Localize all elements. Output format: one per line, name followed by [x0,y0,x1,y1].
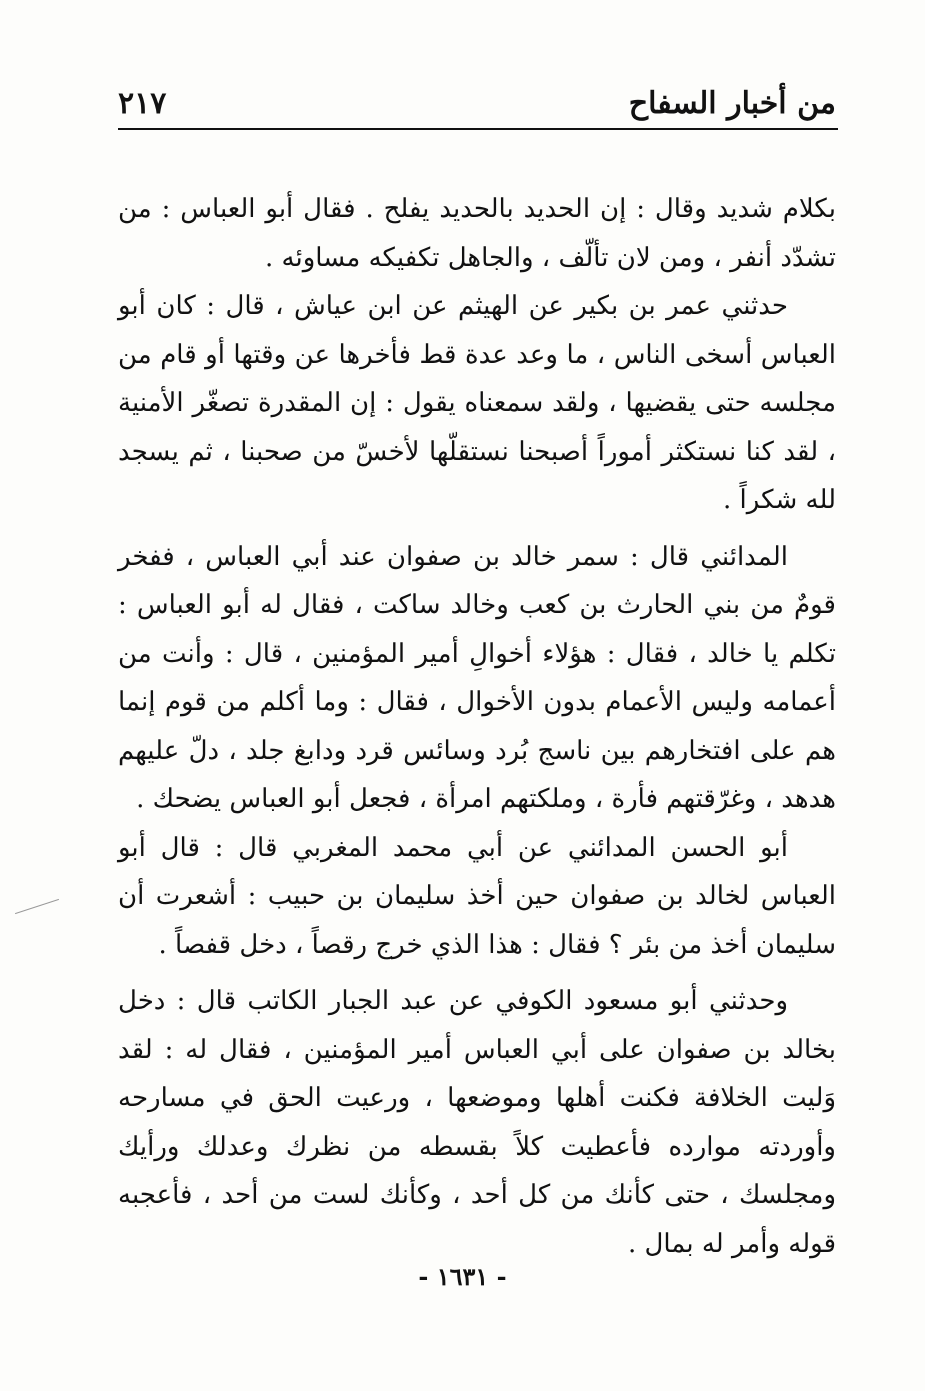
paragraph-5: وحدثني أبو مسعود الكوفي عن عبد الجبار الكاتب قال : دخل بخالد بن صفوان على أبي العباس أمير المؤمنين ، فقال له : لقد وَليت الخلافة فكنت أهلها وموضعها ، ورعيت الحق في مسارحه وأوردته موارده فأعطيت كلاً بقسطه من نظرك وعدلك ورأيك ومجلسك ، حتى كأنك من كل أحد ، وكأنك لست من أحد ، فأعجبه قوله وأمر له بمال . [118,986,836,1259]
paragraph-4: أبو الحسن المدائني عن أبي محمد المغربي قال : قال أبو العباس لخالد بن صفوان حين أخذ سليمان بن حبيب : أشعرت أن سليمان أخذ من بئر ؟ فقال : هذا الذي خرج رقصاً ، دخل قفصاً . [118,832,836,960]
header-rule [118,128,838,130]
page-number-bottom: - ١٦٣١ - [418,1262,507,1291]
paragraph-1: بكلام شديد وقال : إن الحديد بالحديد يفلح . فقال أبو العباس : من تشدّد أنفر ، ومن لان تألّف ، والجاهل تكفيكه مساوئه . [118,194,836,273]
margin-mark [15,899,59,914]
body-text [118,185,836,1268]
paragraph-3: المدائني قال : سمر خالد بن صفوان عند أبي العباس ، ففخر قومٌ من بني الحارث بن كعب وخالد ساكت ، فقال له أبو العباس : تكلم يا خالد ، فقال : هؤلاء أخوالِ أمير المؤمنين ، قال : وأنت من أعمامه وليس الأعمام بدون الأخوال ، فقال : وما أكلم من قوم إنما هم على افتخارهم بين ناسج بُرد وسائس قرد ودابغ جلد ، دلّ عليهم هدهد ، وغرّقتهم فأرة ، وملكتهم امرأة ، فجعل أبو العباس يضحك . [118,541,836,814]
paragraph-2: حدثني عمر بن بكير عن الهيثم عن ابن عياش ، قال : كان أبو العباس أسخى الناس ، ما وعد عدة قط فأخرها عن وقتها أو قام من مجلسه حتى يقضيها ، ولقد سمعناه يقول : إن المقدرة تصغّر الأمنية ، لقد كنا نستكثر أموراً أصبحنا نستقلّها لأخسّ من صحبنا ، ثم يسجد لله شكراً . [118,291,836,515]
page-number-top: ٢١٧ [118,86,167,121]
running-header [118,78,836,126]
running-title: من أخبار السفاح [628,86,836,121]
